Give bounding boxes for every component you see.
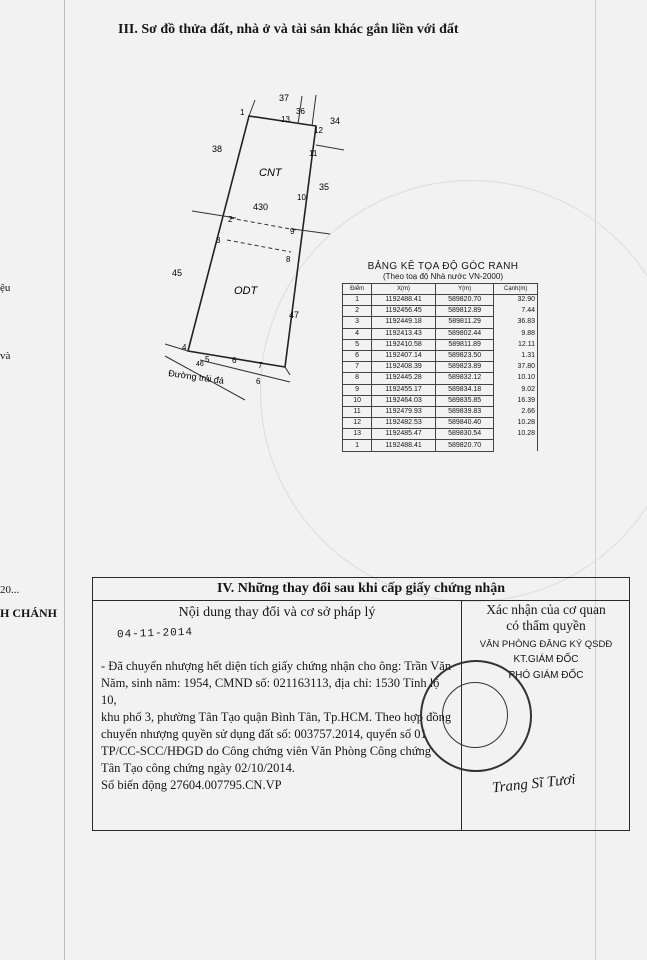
point-label: 4 — [182, 343, 187, 352]
table-row — [343, 384, 538, 395]
table-cell: 589802.44 — [435, 328, 494, 339]
table-cell: 9.02 — [494, 384, 538, 395]
point-label: 12 — [314, 126, 323, 135]
land-use-label: CNT — [259, 167, 282, 179]
column-header: Điểm — [343, 284, 372, 295]
table-cell: 5 — [343, 339, 372, 350]
authority-header-line-1: Xác nhận của cơ quan — [486, 602, 606, 617]
section-4-title: IV. Những thay đổi sau khi cấp giấy chứng nhận — [93, 578, 629, 601]
table-cell: 12.11 — [494, 339, 538, 350]
table-cell: 12 — [343, 418, 372, 429]
point-label: 6 — [232, 356, 237, 365]
authority-header-line-2: có thẩm quyền — [506, 618, 586, 633]
boundary-line — [316, 145, 344, 150]
neighbor-parcel-label: 45 — [172, 268, 183, 278]
coordinate-table — [342, 283, 538, 452]
office-name: VĂN PHÒNG ĐĂNG KÝ QSDĐ — [479, 639, 613, 650]
coordinate-table-subtitle: (Theo toạ độ Nhà nước VN-2000) — [383, 272, 503, 281]
boundary-line — [312, 95, 316, 126]
changes-content — [101, 658, 453, 794]
column-header: X(m) — [372, 284, 436, 295]
neighbor-parcel-label: 6 — [256, 377, 261, 386]
edge-length-label: 13 — [281, 115, 290, 124]
left-margin-fragment: H CHÁNH — [0, 606, 57, 620]
point-label: 2 — [228, 215, 233, 224]
point-label: 8 — [286, 255, 291, 264]
point-label: 7 — [258, 361, 263, 370]
table-cell: 1 — [343, 440, 372, 451]
boundary-line — [293, 229, 330, 234]
on-behalf-of-director: KT.GIÁM ĐỐC — [513, 654, 579, 665]
table-cell: 16.39 — [494, 395, 538, 406]
table-row — [343, 429, 538, 440]
content-line: khu phố 3, phường Tân Tạo quận Bình Tân, Tp.HCM. Theo hợp đồng — [101, 710, 452, 724]
table-row — [343, 295, 538, 306]
table-cell: 13 — [343, 429, 372, 440]
table-cell: 10.28 — [494, 418, 538, 429]
table-row — [343, 362, 538, 373]
table-cell: 1192488.41 — [372, 440, 436, 451]
table-cell: 1192445.28 — [372, 373, 436, 384]
content-line: Năm, sinh năm: 1954, CMND số: 021163113, địa chỉ: 1530 Tỉnh lộ 10, — [101, 676, 440, 707]
table-cell: 10.10 — [494, 373, 538, 384]
neighbor-parcel-label: 46 — [196, 361, 204, 368]
changes-content-header: Nội dung thay đổi và cơ sở pháp lý — [93, 600, 462, 624]
coordinate-table-title: BẢNG KÊ TỌA ĐỘ GÓC RANH — [367, 261, 519, 272]
table-cell: 4 — [343, 328, 372, 339]
table-cell: 589820.70 — [435, 440, 494, 451]
table-cell: 9.88 — [494, 328, 538, 339]
table-cell: 1192456.45 — [372, 306, 436, 317]
signature: Trang Sĩ Tươi — [491, 771, 577, 797]
table-cell: 589830.54 — [435, 429, 494, 440]
official-seal-inner — [442, 682, 508, 748]
table-cell: 8 — [343, 373, 372, 384]
table-cell: 589840.40 — [435, 418, 494, 429]
table-row — [343, 373, 538, 384]
neighbor-parcel-label: 35 — [319, 182, 330, 192]
table-cell: 589839.83 — [435, 406, 494, 417]
neighbor-parcel-label: 34 — [330, 116, 341, 126]
internal-boundary — [227, 240, 291, 252]
table-cell: 589823.89 — [435, 362, 494, 373]
left-margin-fragment: ệu — [0, 282, 11, 294]
point-label: 11 — [309, 149, 318, 158]
area-label: 430 — [253, 202, 269, 212]
neighbor-parcel-label: 36 — [296, 107, 305, 116]
parcel-outline — [188, 116, 316, 367]
table-cell: 10 — [343, 395, 372, 406]
table-cell: 589820.70 — [435, 295, 494, 306]
table-row — [343, 328, 538, 339]
table-row — [343, 418, 538, 429]
neighbor-parcel-label: 38 — [212, 144, 223, 154]
table-cell: 589832.12 — [435, 373, 494, 384]
changes-section — [92, 577, 630, 831]
table-row — [343, 406, 538, 417]
content-line: TP/CC-SCC/HĐGD do Công chứng viên Văn Phòng Công chứng — [101, 744, 431, 758]
coordinate-table-body — [343, 295, 538, 452]
internal-boundary — [230, 218, 296, 230]
left-margin-fragment: 20... — [0, 584, 20, 596]
neighbor-parcel-label: 47 — [289, 310, 300, 320]
point-label: 3 — [216, 236, 221, 245]
road-label: Đường trải đá — [167, 368, 225, 386]
table-cell: 1 — [343, 295, 372, 306]
section-3-title: III. Sơ đồ thửa đất, nhà ở và tài sản khác gắn liền với đất — [118, 22, 459, 37]
table-cell: 6 — [343, 350, 372, 361]
table-cell: 589835.85 — [435, 395, 494, 406]
table-cell: 7.44 — [494, 306, 538, 317]
table-cell: 589834.18 — [435, 384, 494, 395]
table-row — [343, 395, 538, 406]
table-cell: 1192408.39 — [372, 362, 436, 373]
table-cell: 1192485.47 — [372, 429, 436, 440]
table-row — [343, 339, 538, 350]
table-cell: 1192482.53 — [372, 418, 436, 429]
table-row — [343, 440, 538, 451]
table-cell: 2 — [343, 306, 372, 317]
land-use-label: ODT — [234, 285, 258, 297]
table-cell: 3 — [343, 317, 372, 328]
point-label: 5 — [205, 355, 210, 364]
neighbor-parcel-label: 37 — [279, 93, 290, 103]
table-cell: 1192449.18 — [372, 317, 436, 328]
boundary-line — [249, 100, 255, 116]
table-cell: 36.83 — [494, 317, 538, 328]
content-line: Tân Tạo công chứng ngày 02/10/2014. — [101, 761, 296, 775]
table-cell: 37.80 — [494, 362, 538, 373]
point-label: 1 — [240, 108, 245, 117]
table-cell: 1192464.03 — [372, 395, 436, 406]
table-cell: 11 — [343, 406, 372, 417]
table-cell: 589811.89 — [435, 339, 494, 350]
table-cell — [494, 440, 538, 451]
table-cell: 589823.50 — [435, 350, 494, 361]
table-cell: 1192410.58 — [372, 339, 436, 350]
table-row — [343, 350, 538, 361]
table-cell: 1.31 — [494, 350, 538, 361]
table-cell: 589812.89 — [435, 306, 494, 317]
table-cell: 1192413.43 — [372, 328, 436, 339]
table-cell: 589811.29 — [435, 317, 494, 328]
boundary-line — [285, 367, 290, 375]
table-cell: 1192455.17 — [372, 384, 436, 395]
column-header: Y(m) — [435, 284, 494, 295]
table-cell: 1192488.41 — [372, 295, 436, 306]
table-cell: 7 — [343, 362, 372, 373]
content-line: Số biến động 27604.007795.CN.VP — [101, 778, 282, 792]
point-label: 9 — [290, 227, 295, 236]
content-line: - Đã chuyển nhượng hết diện tích giấy chứng nhận cho ông: Trần Văn — [101, 659, 452, 673]
table-row — [343, 306, 538, 317]
table-cell: 9 — [343, 384, 372, 395]
table-row — [343, 317, 538, 328]
point-label: 10 — [297, 193, 306, 202]
table-cell: 32.90 — [494, 295, 538, 306]
table-cell: 2.66 — [494, 406, 538, 417]
handwritten-date: 04-11-2014 — [116, 626, 194, 642]
content-line: chuyển nhượng quyền sử dụng đất số: 003757.2014, quyển số 01 — [101, 727, 427, 741]
official-seal — [420, 660, 532, 772]
table-cell: 1192407.14 — [372, 350, 436, 361]
table-header-row — [343, 284, 538, 295]
deputy-director-title: PHÓ GIÁM ĐỐC — [508, 670, 584, 681]
table-cell: 10.28 — [494, 429, 538, 440]
table-cell: 1192479.93 — [372, 406, 436, 417]
column-header: Cạnh(m) — [494, 284, 538, 295]
left-margin-fragment: và — [0, 350, 11, 362]
